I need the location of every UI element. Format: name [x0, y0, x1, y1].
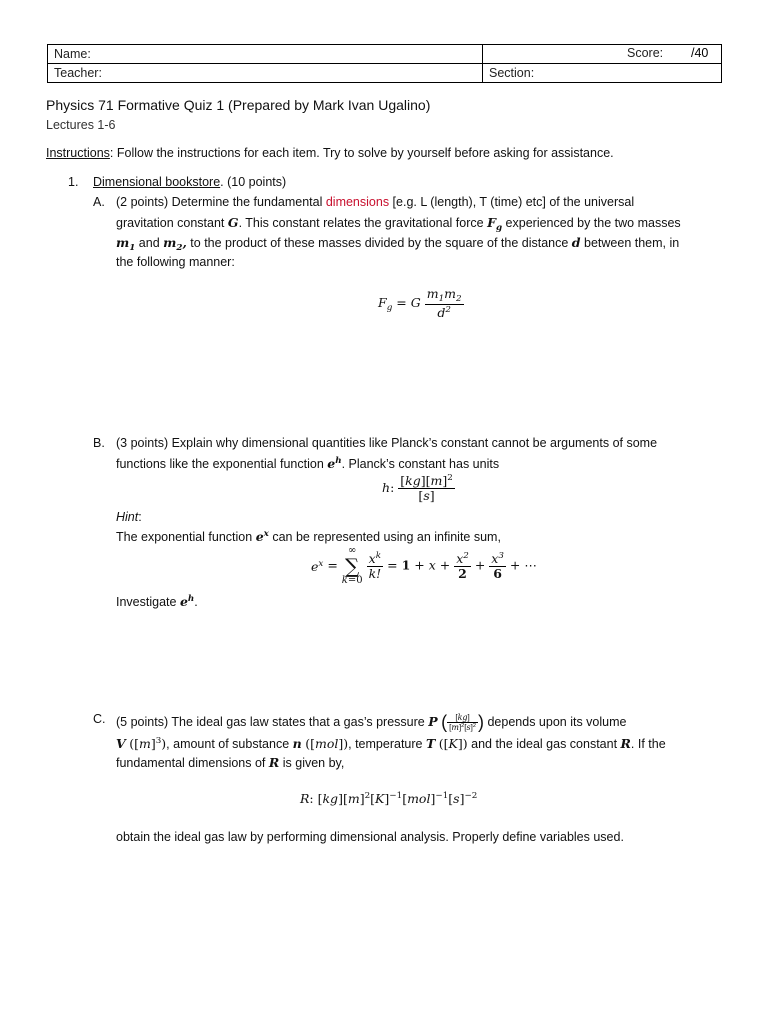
- planck-units: h: $\frac{[kg][m]^2}{[s]}$: [382, 472, 453, 504]
- q1-points: . (10 points): [220, 175, 287, 189]
- teacher-field[interactable]: [48, 64, 483, 83]
- qc-line3: fundamental dimensions of R is given by,: [116, 755, 345, 770]
- qb-line2: functions like the exponential function $e^h$. Planck’s constant has units: [116, 456, 500, 471]
- score-total: /40: [691, 46, 709, 60]
- qa-letter: A.: [93, 195, 105, 209]
- qa-line3: $m_1$ and $m_2$, to the product of these masses divided by the square of the distance d between them, in: [116, 235, 680, 254]
- qa-line2: gravitation constant G. This constant relates the gravitational force $F_g$ experienced by the two masses: [116, 215, 681, 234]
- qb-line3: The exponential function $e^x$ can be represented using an infinite sum,: [116, 529, 501, 544]
- instructions-text: : Follow the instructions for each item. Try to solve by yourself before asking for assistance.: [109, 146, 614, 160]
- q1-number: 1.: [68, 175, 79, 189]
- exp-series-equation: $e^x$ = ∞ ∑ k=0 $\frac{x^k}{k!}$ = 1 + x + $\frac{x^2}{2}$ + $\frac{x^3}{6}$ + ⋯: [311, 545, 537, 586]
- investigate-line: Investigate $e^h$.: [116, 594, 198, 609]
- instructions: [46, 146, 614, 160]
- qa-line1: (2 points) Determine the fundamental dimensions [e.g. L (length), T (time) etc] of the universal: [116, 195, 635, 209]
- score-label: Score:: [627, 46, 664, 60]
- score-field[interactable]: [483, 45, 722, 64]
- qc-line4: obtain the ideal gas law by performing dimensional analysis. Properly define variables used.: [116, 830, 624, 844]
- q1-title: Dimensional bookstore: [93, 175, 221, 189]
- gravity-equation: $F_g = G$ $\frac{m_1m_2}{d^2}$: [378, 286, 462, 320]
- qc-line1: (5 points) The ideal gas law states that a gas’s pressure P ( $\frac{[kg]}{[m]^2[s]^2}$ ) depends upon its volume: [116, 712, 627, 733]
- lectures-subtitle: Lectures 1-6: [46, 118, 116, 132]
- gas-constant-dimensions: R: $[kg][m]^2[K]^{-1}[mol]^{-1}[s]^{-2}$: [300, 791, 478, 806]
- qa-line4: the following manner:: [116, 255, 235, 269]
- name-field[interactable]: [48, 45, 483, 64]
- section-field[interactable]: [483, 64, 722, 83]
- q1-heading: [93, 175, 286, 189]
- qb-letter: B.: [93, 436, 105, 450]
- instructions-label: Instructions: [46, 146, 110, 160]
- name-label: Name:: [54, 47, 91, 61]
- dimensions-highlight: dimensions: [325, 195, 390, 209]
- qc-line2: V $([m]^3)$, amount of substance n ([mol]), temperature T ([K]) and the ideal gas constant R. If the: [116, 736, 666, 751]
- header-table: [47, 44, 722, 83]
- teacher-label: Teacher:: [54, 66, 102, 80]
- qb-line1: (3 points) Explain why dimensional quantities like Planck’s constant cannot be arguments of some: [116, 436, 658, 450]
- hint: Hint:: [116, 510, 142, 524]
- section-label: Section:: [489, 66, 535, 80]
- qc-letter: C.: [93, 712, 106, 726]
- quiz-title: Physics 71 Formative Quiz 1 (Prepared by Mark Ivan Ugalino): [46, 97, 431, 113]
